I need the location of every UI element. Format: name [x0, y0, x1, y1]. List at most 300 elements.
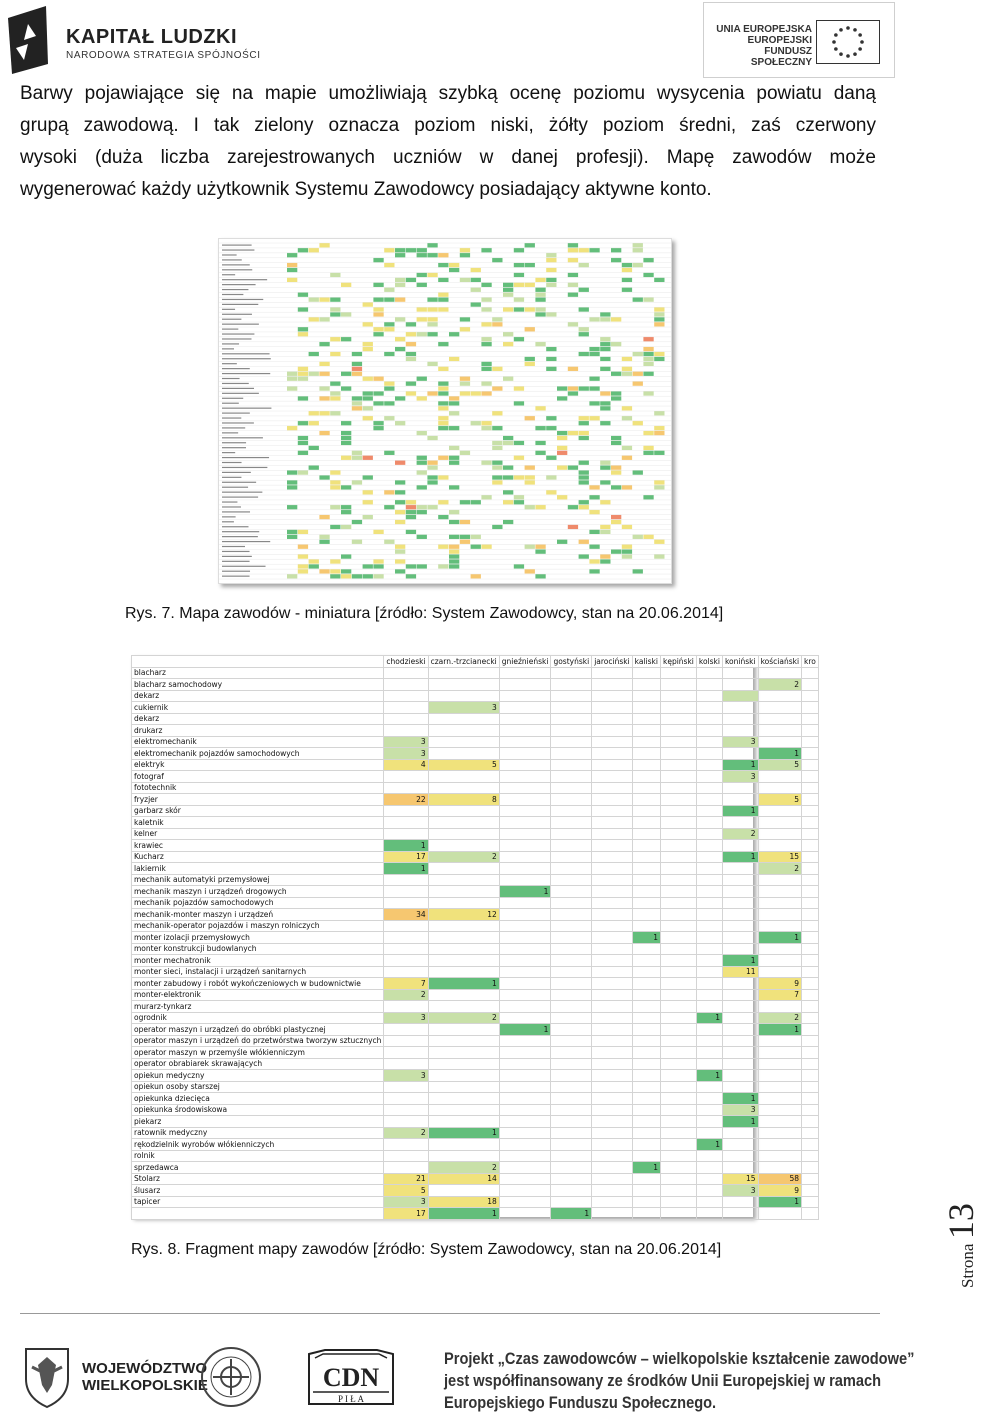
- mini-cell: [406, 322, 416, 326]
- value-cell: [758, 874, 801, 886]
- mini-cell: [330, 273, 340, 277]
- occupation-name: sprzedawca: [132, 1162, 384, 1174]
- mini-cell: [417, 273, 427, 277]
- mini-cell: [568, 391, 578, 395]
- value-cell: [660, 874, 696, 886]
- mini-cell: [373, 258, 383, 262]
- value-cell: [758, 943, 801, 955]
- value-cell: [632, 725, 660, 737]
- value-cell: [551, 1150, 592, 1162]
- value-cell: [660, 1104, 696, 1116]
- value-cell: [696, 690, 722, 702]
- value-cell: [696, 886, 722, 898]
- mini-cell: [395, 297, 405, 301]
- value-cell: [592, 1024, 632, 1036]
- value-cell: [592, 1012, 632, 1024]
- value-cell: [758, 897, 801, 909]
- value-cell: [802, 690, 819, 702]
- mini-cell: [622, 549, 632, 553]
- value-cell: 5: [384, 1185, 428, 1197]
- occupation-name: rękodzielnik wyrobów włókienniczych: [132, 1139, 384, 1151]
- occupation-name: fotograf: [132, 771, 384, 783]
- value-cell: [632, 828, 660, 840]
- occupation-name: elektromechanik: [132, 736, 384, 748]
- mini-cell: [373, 283, 383, 287]
- value-cell: [551, 978, 592, 990]
- value-cell: [696, 1162, 722, 1174]
- mini-cell: [492, 465, 502, 469]
- value-cell: [592, 1162, 632, 1174]
- mini-cell: [600, 460, 610, 464]
- value-cell: [384, 1001, 428, 1013]
- value-cell: [802, 1012, 819, 1024]
- mini-row-label: [222, 526, 248, 527]
- mini-cell: [546, 258, 556, 262]
- value-cell: [551, 1047, 592, 1059]
- table-row: [132, 897, 819, 909]
- value-cell: [758, 886, 801, 898]
- mini-cell: [341, 283, 351, 287]
- occupation-name: fototechnik: [132, 782, 384, 794]
- mini-cell: [654, 312, 664, 316]
- value-cell: [592, 1001, 632, 1013]
- value-cell: [551, 1093, 592, 1105]
- value-cell: [802, 1001, 819, 1013]
- value-cell: [758, 771, 801, 783]
- mini-cell: [492, 460, 502, 464]
- value-cell: 1: [384, 863, 428, 875]
- value-cell: [499, 1012, 551, 1024]
- value-cell: [660, 909, 696, 921]
- column-header: koniński: [722, 656, 758, 668]
- mini-row-label: [222, 348, 234, 349]
- value-cell: [758, 702, 801, 714]
- mini-cell: [622, 544, 632, 548]
- mini-cell: [589, 416, 599, 420]
- mini-cell: [417, 505, 427, 509]
- value-cell: [499, 1150, 551, 1162]
- mini-cell: [298, 451, 308, 455]
- woj-line-1: WOJEWÓDZTWO: [82, 1360, 207, 1377]
- value-cell: [802, 909, 819, 921]
- woj-line-2: WIELKOPOLSKIE: [82, 1377, 208, 1394]
- value-cell: [696, 805, 722, 817]
- value-cell: 12: [428, 909, 499, 921]
- mini-cell: [427, 475, 437, 479]
- occupation-name: drukarz: [132, 725, 384, 737]
- mini-cell: [654, 554, 664, 558]
- mini-cell: [579, 248, 589, 252]
- mini-cell: [363, 347, 373, 351]
- value-cell: [632, 1127, 660, 1139]
- mini-cell: [384, 539, 394, 543]
- mini-cell: [427, 505, 437, 509]
- mini-cell: [589, 317, 599, 321]
- value-cell: [384, 828, 428, 840]
- mini-cell: [471, 500, 481, 504]
- value-cell: 1: [722, 759, 758, 771]
- mini-cell: [600, 559, 610, 563]
- mini-cell: [643, 371, 653, 375]
- mini-cell: [643, 451, 653, 455]
- value-cell: [632, 1047, 660, 1059]
- mini-row-label: [222, 388, 254, 389]
- value-cell: [428, 989, 499, 1001]
- value-cell: [551, 966, 592, 978]
- value-cell: [428, 828, 499, 840]
- mini-cell: [373, 327, 383, 331]
- mini-cell: [298, 367, 308, 371]
- value-cell: [696, 955, 722, 967]
- value-cell: [592, 1150, 632, 1162]
- value-cell: [660, 1081, 696, 1093]
- value-cell: [802, 1185, 819, 1197]
- mini-cell: [363, 500, 373, 504]
- mini-cell: [352, 574, 362, 578]
- value-cell: [696, 1150, 722, 1162]
- mini-cell: [395, 510, 405, 514]
- mini-cell: [427, 317, 437, 321]
- mini-cell: [449, 520, 459, 524]
- value-cell: [428, 966, 499, 978]
- value-cell: [660, 1208, 696, 1220]
- mini-row-label: [222, 373, 270, 374]
- mini-cell: [535, 544, 545, 548]
- mini-cell: [406, 510, 416, 514]
- value-cell: [632, 886, 660, 898]
- mini-cell: [406, 248, 416, 252]
- value-cell: [722, 667, 758, 679]
- mini-row-label: [222, 249, 254, 250]
- mini-cell: [373, 312, 383, 316]
- table-row: [132, 1185, 819, 1197]
- value-cell: [632, 1139, 660, 1151]
- value-cell: [632, 1104, 660, 1116]
- value-cell: [428, 886, 499, 898]
- mini-cell: [643, 495, 653, 499]
- value-cell: [660, 1139, 696, 1151]
- mini-cell: [535, 312, 545, 316]
- mini-cell: [622, 263, 632, 267]
- value-cell: [632, 1093, 660, 1105]
- mini-cell: [330, 307, 340, 311]
- mini-cell: [600, 347, 610, 351]
- mini-cell: [438, 297, 448, 301]
- value-cell: 1: [428, 1127, 499, 1139]
- mini-cell: [449, 396, 459, 400]
- value-cell: [758, 1104, 801, 1116]
- value-cell: [802, 989, 819, 1001]
- value-cell: [696, 1081, 722, 1093]
- mini-cell: [309, 564, 319, 568]
- value-cell: [632, 1001, 660, 1013]
- mini-cell: [406, 530, 416, 534]
- mini-cell: [643, 535, 653, 539]
- table-row: [132, 1196, 819, 1208]
- mini-cell: [449, 357, 459, 361]
- eu-line-1: UNIA EUROPEJSKA: [716, 24, 812, 35]
- mini-cell: [330, 505, 340, 509]
- intro-line: Barwy pojawiające się na mapie umożliwiają szybką ocenę poziomu wysycenia powiatu daną: [20, 83, 876, 104]
- value-cell: 7: [758, 989, 801, 1001]
- mini-cell: [600, 391, 610, 395]
- mini-cell: [373, 376, 383, 380]
- value-cell: [551, 828, 592, 840]
- value-cell: [499, 1116, 551, 1128]
- mini-cell: [525, 544, 535, 548]
- mini-cell: [622, 357, 632, 361]
- value-cell: [499, 966, 551, 978]
- occupation-name: mechanik automatyki przemysłowej: [132, 874, 384, 886]
- mini-cell: [395, 253, 405, 257]
- occupation-name: elektryk: [132, 759, 384, 771]
- mini-cell: [481, 544, 491, 548]
- mini-cell: [611, 396, 621, 400]
- mini-cell: [503, 307, 513, 311]
- value-cell: [428, 840, 499, 852]
- mini-cell: [417, 510, 427, 514]
- mini-cell: [460, 451, 470, 455]
- mini-cell: [481, 337, 491, 341]
- value-cell: [551, 886, 592, 898]
- value-cell: 34: [384, 909, 428, 921]
- value-cell: [428, 955, 499, 967]
- mini-cell: [525, 243, 535, 247]
- eu-star: [839, 28, 843, 32]
- mini-cell: [341, 436, 351, 440]
- mini-cell: [654, 451, 664, 455]
- mini-cell: [384, 248, 394, 252]
- value-cell: [632, 1035, 660, 1047]
- mini-cell: [492, 367, 502, 371]
- mini-cell: [395, 421, 405, 425]
- mini-row-label: [222, 353, 270, 354]
- mini-cell: [600, 480, 610, 484]
- mini-cell: [525, 416, 535, 420]
- value-cell: [592, 886, 632, 898]
- value-cell: 1: [722, 1093, 758, 1105]
- mini-cell: [363, 515, 373, 519]
- value-cell: [592, 863, 632, 875]
- mini-row-label: [222, 324, 259, 325]
- value-cell: [632, 667, 660, 679]
- value-cell: [551, 955, 592, 967]
- mini-cell: [395, 549, 405, 553]
- value-cell: [632, 978, 660, 990]
- value-cell: [499, 771, 551, 783]
- occupation-name: mechanik-operator pojazdów i maszyn rolniczych: [132, 920, 384, 932]
- table-row: [132, 943, 819, 955]
- mini-cell: [438, 278, 448, 282]
- table-row: [132, 1127, 819, 1139]
- mini-cell: [546, 357, 556, 361]
- occupation-name: fryzjer: [132, 794, 384, 806]
- value-cell: [660, 966, 696, 978]
- mini-cell: [373, 421, 383, 425]
- mini-cell: [363, 302, 373, 306]
- table-row: [132, 679, 819, 691]
- mini-cell: [471, 421, 481, 425]
- wojewodztwo-label: [82, 1360, 208, 1394]
- occupation-name: operator maszyn i urządzeń do obróbki plastycznej: [132, 1024, 384, 1036]
- value-cell: [551, 897, 592, 909]
- value-cell: [722, 874, 758, 886]
- value-cell: [802, 920, 819, 932]
- value-cell: [802, 1058, 819, 1070]
- value-cell: [696, 1035, 722, 1047]
- value-cell: [551, 667, 592, 679]
- mini-cell: [363, 455, 373, 459]
- mini-row-label: [222, 279, 267, 280]
- value-cell: [632, 966, 660, 978]
- mini-cell: [427, 460, 437, 464]
- value-cell: [428, 1001, 499, 1013]
- mini-cell: [417, 470, 427, 474]
- mini-row-label: [222, 343, 239, 344]
- value-cell: [499, 863, 551, 875]
- occupation-name: ratownik medyczny: [132, 1127, 384, 1139]
- mini-cell: [600, 421, 610, 425]
- value-cell: 1: [722, 805, 758, 817]
- table-row: [132, 1035, 819, 1047]
- value-cell: [428, 874, 499, 886]
- mini-row-label: [222, 501, 237, 502]
- mini-cell: [611, 485, 621, 489]
- value-cell: [499, 794, 551, 806]
- value-cell: [499, 978, 551, 990]
- value-cell: [758, 725, 801, 737]
- value-cell: [551, 771, 592, 783]
- value-cell: 5: [758, 794, 801, 806]
- value-cell: [499, 690, 551, 702]
- value-cell: [428, 1035, 499, 1047]
- value-cell: [802, 1035, 819, 1047]
- value-cell: [660, 794, 696, 806]
- mini-cell: [600, 342, 610, 346]
- value-cell: [802, 736, 819, 748]
- value-cell: 1: [632, 932, 660, 944]
- table-row: [132, 1070, 819, 1082]
- value-cell: [632, 759, 660, 771]
- mini-cell: [395, 544, 405, 548]
- value-cell: [660, 1196, 696, 1208]
- mini-cell: [363, 342, 373, 346]
- mini-cell: [384, 297, 394, 301]
- mini-cell: [298, 327, 308, 331]
- mini-cell: [449, 510, 459, 514]
- mini-cell: [514, 475, 524, 479]
- mini-cell: [611, 470, 621, 474]
- mini-cell: [417, 455, 427, 459]
- value-cell: [758, 1116, 801, 1128]
- mini-cell: [535, 297, 545, 301]
- value-cell: [499, 1081, 551, 1093]
- mini-cell: [406, 278, 416, 282]
- mini-cell: [319, 475, 329, 479]
- footer-divider: [20, 1313, 880, 1314]
- mini-cell: [611, 248, 621, 252]
- mini-cell: [363, 490, 373, 494]
- logo-title: KAPITAŁ LUDZKI: [66, 26, 238, 48]
- table-row: [132, 840, 819, 852]
- mini-cell: [589, 485, 599, 489]
- occupation-name: monter konstrukcji budowlanych: [132, 943, 384, 955]
- value-cell: [632, 1185, 660, 1197]
- mini-cell: [546, 312, 556, 316]
- mini-cell: [352, 539, 362, 543]
- occupation-name: mechanik pojazdów samochodowych: [132, 897, 384, 909]
- mini-cell: [611, 465, 621, 469]
- page-header: [0, 0, 960, 80]
- mini-cell: [568, 258, 578, 262]
- mini-cell: [341, 525, 351, 529]
- mini-cell: [309, 297, 319, 301]
- mini-cell: [373, 564, 383, 568]
- value-cell: [632, 1116, 660, 1128]
- mini-cell: [384, 490, 394, 494]
- mini-cell: [503, 287, 513, 291]
- value-cell: [592, 932, 632, 944]
- value-cell: 1: [758, 932, 801, 944]
- mini-cell: [341, 421, 351, 425]
- mini-row-label: [222, 457, 269, 458]
- mini-cell: [395, 347, 405, 351]
- value-cell: [499, 1208, 551, 1220]
- value-cell: 15: [758, 851, 801, 863]
- intro-paragraph: [20, 78, 876, 206]
- value-cell: [632, 736, 660, 748]
- mini-cell: [525, 505, 535, 509]
- value-cell: [802, 1196, 819, 1208]
- value-cell: [551, 874, 592, 886]
- value-cell: 3: [384, 1012, 428, 1024]
- value-cell: [632, 1150, 660, 1162]
- value-cell: [722, 1001, 758, 1013]
- mini-cell: [309, 371, 319, 375]
- value-cell: [660, 897, 696, 909]
- value-cell: [592, 794, 632, 806]
- column-header: kolski: [696, 656, 722, 668]
- value-cell: [660, 725, 696, 737]
- value-cell: [592, 690, 632, 702]
- mini-cell: [611, 342, 621, 346]
- mini-cell: [427, 480, 437, 484]
- mini-cell: [568, 292, 578, 296]
- table-row: [132, 851, 819, 863]
- value-cell: [384, 667, 428, 679]
- mini-cell: [568, 367, 578, 371]
- mini-cell: [481, 381, 491, 385]
- mini-cell: [373, 426, 383, 430]
- mini-cell: [525, 283, 535, 287]
- value-cell: [696, 1104, 722, 1116]
- table-row: [132, 725, 819, 737]
- eu-line-2: EUROPEJSKI: [747, 35, 812, 46]
- table-row: [132, 736, 819, 748]
- value-cell: [499, 989, 551, 1001]
- table-row: [132, 828, 819, 840]
- value-cell: [384, 1162, 428, 1174]
- value-cell: 18: [428, 1196, 499, 1208]
- mini-cell: [449, 559, 459, 563]
- occupation-name: monter izolacji przemysłowych: [132, 932, 384, 944]
- value-cell: [758, 782, 801, 794]
- mini-cell: [341, 505, 351, 509]
- mini-cell: [427, 253, 437, 257]
- value-cell: [802, 943, 819, 955]
- value-cell: [802, 794, 819, 806]
- mini-cell: [363, 564, 373, 568]
